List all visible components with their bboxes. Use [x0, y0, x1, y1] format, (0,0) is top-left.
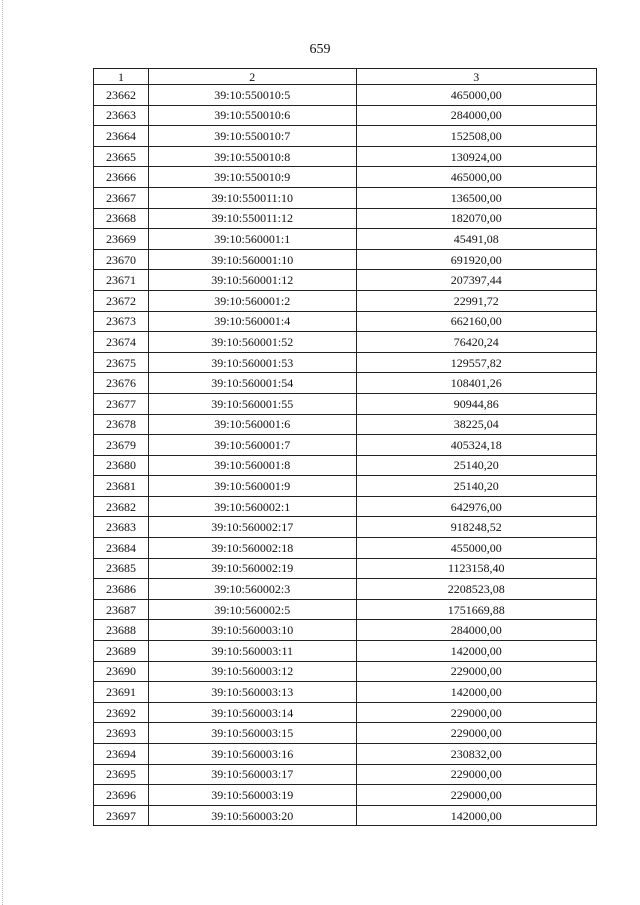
table-row	[94, 599, 597, 620]
cadastral-number-cell: 39:10:550010:7	[148, 126, 356, 147]
cadastral-number-cell: 39:10:560002:1	[148, 496, 356, 517]
row-number-cell: 23693	[94, 723, 149, 744]
cadastral-number-cell: 39:10:560003:19	[148, 785, 356, 806]
cadastral-value-table	[93, 68, 597, 826]
row-number-cell: 23663	[94, 105, 149, 126]
cadastral-number-cell: 39:10:560001:7	[148, 435, 356, 456]
table-row	[94, 270, 597, 291]
value-cell: 142000,00	[356, 641, 596, 662]
table-row	[94, 641, 597, 662]
table-row	[94, 290, 597, 311]
value-cell: 284000,00	[356, 105, 596, 126]
cadastral-number-cell: 39:10:560001:1	[148, 229, 356, 250]
row-number-cell: 23664	[94, 126, 149, 147]
cadastral-number-cell: 39:10:550010:9	[148, 167, 356, 188]
column-header-2: 2	[148, 69, 356, 85]
row-number-cell: 23662	[94, 85, 149, 106]
row-number-cell: 23672	[94, 290, 149, 311]
table-row	[94, 579, 597, 600]
value-cell: 25140,20	[356, 476, 596, 497]
page-number: 659	[309, 42, 331, 57]
table-row	[94, 682, 597, 703]
table-row	[94, 538, 597, 559]
table-row	[94, 414, 597, 435]
cadastral-number-cell: 39:10:560002:18	[148, 538, 356, 559]
cadastral-number-cell: 39:10:560002:17	[148, 517, 356, 538]
row-number-cell: 23695	[94, 764, 149, 785]
row-number-cell: 23694	[94, 744, 149, 765]
row-number-cell: 23683	[94, 517, 149, 538]
cadastral-number-cell: 39:10:560003:11	[148, 641, 356, 662]
cadastral-number-cell: 39:10:560002:19	[148, 558, 356, 579]
row-number-cell: 23685	[94, 558, 149, 579]
value-cell: 405324,18	[356, 435, 596, 456]
row-number-cell: 23696	[94, 785, 149, 806]
cadastral-number-cell: 39:10:560003:14	[148, 702, 356, 723]
cadastral-number-cell: 39:10:560003:10	[148, 620, 356, 641]
cadastral-number-cell: 39:10:560001:12	[148, 270, 356, 291]
cadastral-number-cell: 39:10:560002:5	[148, 599, 356, 620]
value-cell: 142000,00	[356, 682, 596, 703]
value-cell: 918248,52	[356, 517, 596, 538]
value-cell: 45491,08	[356, 229, 596, 250]
table-row	[94, 146, 597, 167]
cadastral-number-cell: 39:10:550011:10	[148, 187, 356, 208]
table-row	[94, 702, 597, 723]
cadastral-number-cell: 39:10:560001:53	[148, 352, 356, 373]
table-row	[94, 805, 597, 826]
cadastral-number-cell: 39:10:560001:52	[148, 332, 356, 353]
row-number-cell: 23676	[94, 373, 149, 394]
row-number-cell: 23680	[94, 455, 149, 476]
table-row	[94, 373, 597, 394]
value-cell: 76420,24	[356, 332, 596, 353]
value-cell: 136500,00	[356, 187, 596, 208]
value-cell: 130924,00	[356, 146, 596, 167]
value-cell: 129557,82	[356, 352, 596, 373]
row-number-cell: 23690	[94, 661, 149, 682]
cadastral-number-cell: 39:10:560002:3	[148, 579, 356, 600]
row-number-cell: 23678	[94, 414, 149, 435]
table-row	[94, 723, 597, 744]
table-row	[94, 187, 597, 208]
table-row	[94, 476, 597, 497]
row-number-cell: 23688	[94, 620, 149, 641]
table-row	[94, 393, 597, 414]
value-cell: 229000,00	[356, 702, 596, 723]
cadastral-number-cell: 39:10:550010:5	[148, 85, 356, 106]
table-row	[94, 496, 597, 517]
row-number-cell: 23691	[94, 682, 149, 703]
row-number-cell: 23684	[94, 538, 149, 559]
table-row	[94, 455, 597, 476]
value-cell: 229000,00	[356, 661, 596, 682]
table-row	[94, 785, 597, 806]
cadastral-number-cell: 39:10:560001:54	[148, 373, 356, 394]
cadastral-number-cell: 39:10:550010:8	[148, 146, 356, 167]
table-row	[94, 311, 597, 332]
cadastral-number-cell: 39:10:560003:17	[148, 764, 356, 785]
row-number-cell: 23681	[94, 476, 149, 497]
value-cell: 207397,44	[356, 270, 596, 291]
value-cell: 465000,00	[356, 167, 596, 188]
table-row	[94, 744, 597, 765]
value-cell: 662160,00	[356, 311, 596, 332]
table-row	[94, 167, 597, 188]
table-row	[94, 435, 597, 456]
row-number-cell: 23666	[94, 167, 149, 188]
row-number-cell: 23697	[94, 805, 149, 826]
cadastral-number-cell: 39:10:560003:15	[148, 723, 356, 744]
cadastral-number-cell: 39:10:560001:9	[148, 476, 356, 497]
row-number-cell: 23689	[94, 641, 149, 662]
row-number-cell: 23668	[94, 208, 149, 229]
table-row	[94, 352, 597, 373]
row-number-cell: 23677	[94, 393, 149, 414]
table-row	[94, 85, 597, 106]
cadastral-number-cell: 39:10:550010:6	[148, 105, 356, 126]
table-row	[94, 105, 597, 126]
cadastral-number-cell: 39:10:560003:16	[148, 744, 356, 765]
value-cell: 229000,00	[356, 785, 596, 806]
table-row	[94, 558, 597, 579]
value-cell: 284000,00	[356, 620, 596, 641]
row-number-cell: 23667	[94, 187, 149, 208]
table-body	[94, 85, 597, 826]
row-number-cell: 23679	[94, 435, 149, 456]
column-header-1: 1	[94, 69, 149, 85]
table-row	[94, 764, 597, 785]
cadastral-number-cell: 39:10:560003:13	[148, 682, 356, 703]
scan-margin-line	[2, 0, 4, 905]
value-cell: 25140,20	[356, 455, 596, 476]
cadastral-number-cell: 39:10:560001:8	[148, 455, 356, 476]
table-row	[94, 126, 597, 147]
value-cell: 229000,00	[356, 764, 596, 785]
row-number-cell: 23673	[94, 311, 149, 332]
row-number-cell: 23692	[94, 702, 149, 723]
row-number-cell: 23686	[94, 579, 149, 600]
cadastral-number-cell: 39:10:560003:20	[148, 805, 356, 826]
value-cell: 230832,00	[356, 744, 596, 765]
column-header-3: 3	[356, 69, 596, 85]
table-row	[94, 208, 597, 229]
value-cell: 90944,86	[356, 393, 596, 414]
value-cell: 1751669,88	[356, 599, 596, 620]
row-number-cell: 23669	[94, 229, 149, 250]
table-row	[94, 332, 597, 353]
row-number-cell: 23682	[94, 496, 149, 517]
cadastral-number-cell: 39:10:560001:55	[148, 393, 356, 414]
value-cell: 2208523,08	[356, 579, 596, 600]
value-cell: 642976,00	[356, 496, 596, 517]
cadastral-number-cell: 39:10:560001:6	[148, 414, 356, 435]
row-number-cell: 23665	[94, 146, 149, 167]
value-cell: 152508,00	[356, 126, 596, 147]
table-header	[94, 69, 597, 85]
cadastral-number-cell: 39:10:550011:12	[148, 208, 356, 229]
row-number-cell: 23671	[94, 270, 149, 291]
value-cell: 38225,04	[356, 414, 596, 435]
table-row	[94, 517, 597, 538]
cadastral-number-cell: 39:10:560003:12	[148, 661, 356, 682]
cadastral-number-cell: 39:10:560001:10	[148, 249, 356, 270]
value-cell: 182070,00	[356, 208, 596, 229]
row-number-cell: 23675	[94, 352, 149, 373]
value-cell: 229000,00	[356, 723, 596, 744]
cadastral-number-cell: 39:10:560001:4	[148, 311, 356, 332]
value-cell: 455000,00	[356, 538, 596, 559]
value-cell: 465000,00	[356, 85, 596, 106]
value-cell: 22991,72	[356, 290, 596, 311]
table-row	[94, 661, 597, 682]
value-cell: 108401,26	[356, 373, 596, 394]
cadastral-number-cell: 39:10:560001:2	[148, 290, 356, 311]
value-cell: 691920,00	[356, 249, 596, 270]
value-cell: 142000,00	[356, 805, 596, 826]
row-number-cell: 23670	[94, 249, 149, 270]
table-row	[94, 229, 597, 250]
header-row	[94, 69, 597, 85]
row-number-cell: 23674	[94, 332, 149, 353]
table-row	[94, 620, 597, 641]
table-row	[94, 249, 597, 270]
row-number-cell: 23687	[94, 599, 149, 620]
value-cell: 1123158,40	[356, 558, 596, 579]
